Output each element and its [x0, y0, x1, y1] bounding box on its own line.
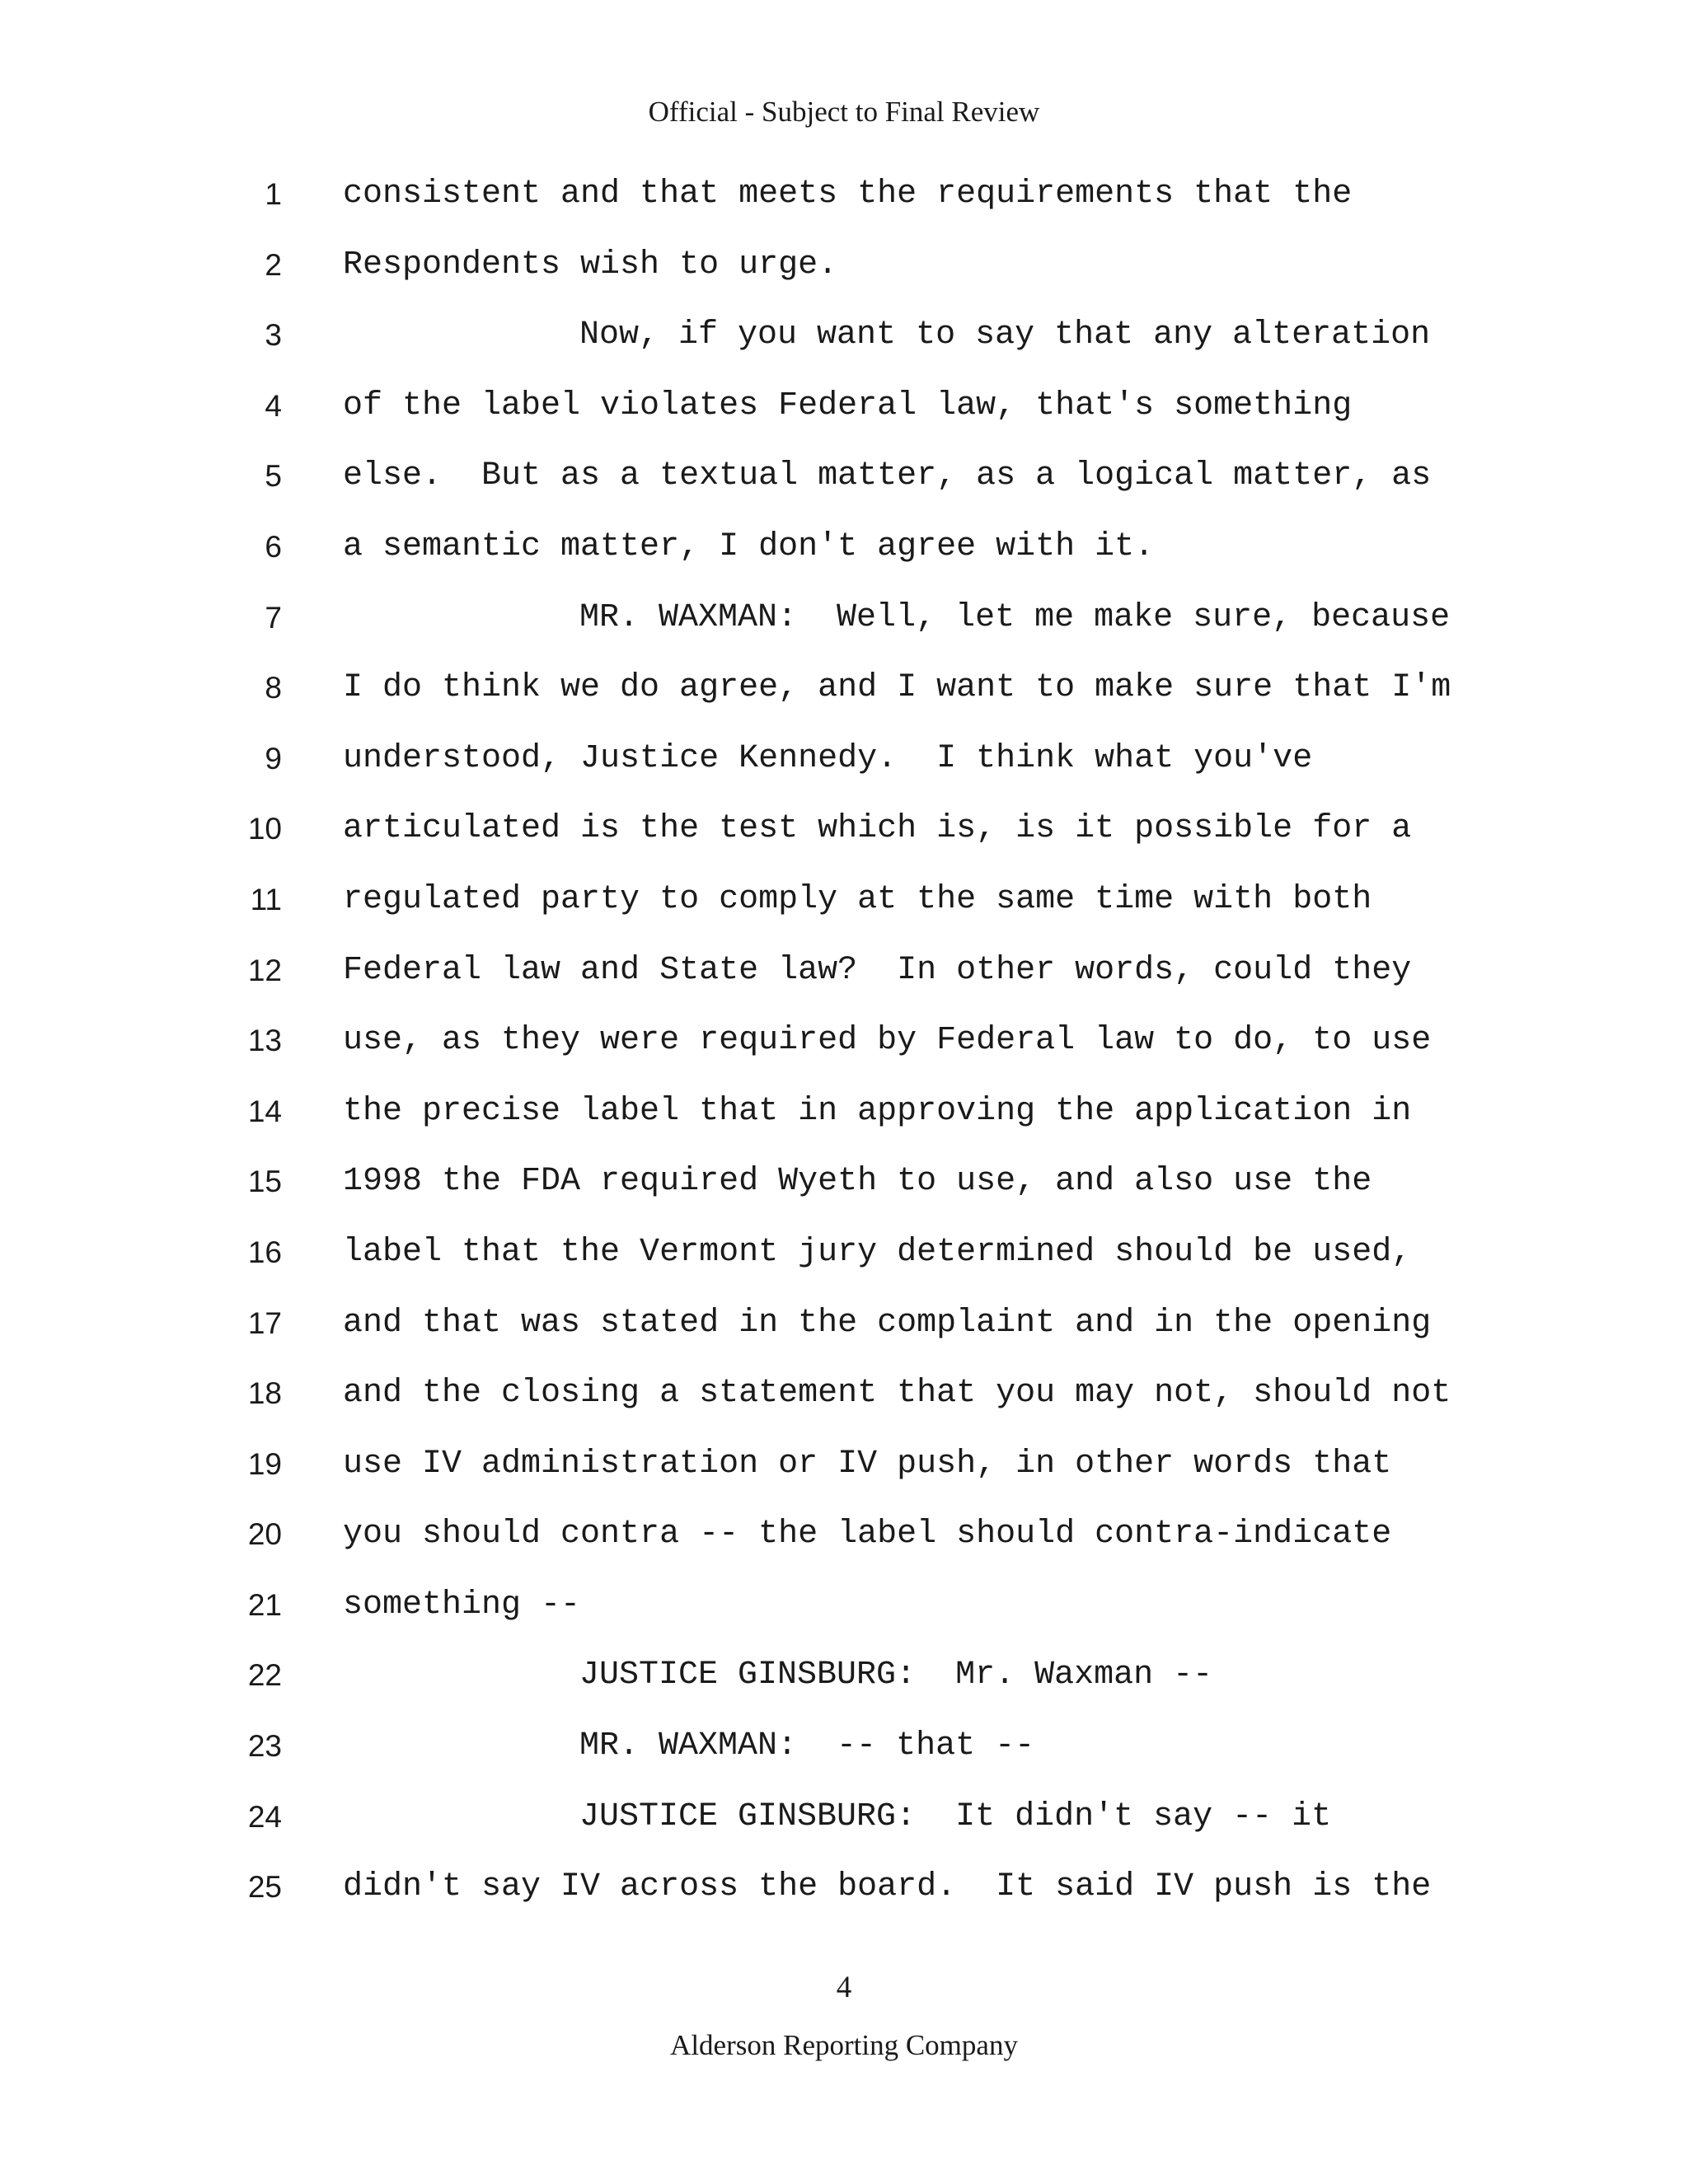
transcript-line [0, 879, 1688, 950]
line-number: 7 [265, 600, 282, 635]
transcript-line [0, 1161, 1688, 1232]
line-text: JUSTICE GINSBURG: It didn't say -- it [579, 1797, 1332, 1835]
line-number: 19 [247, 1446, 282, 1481]
transcript-line [0, 386, 1688, 457]
transcript-line [0, 315, 1688, 386]
transcript-body [0, 174, 1688, 1938]
line-text: JUSTICE GINSBURG: Mr. Waxman -- [579, 1657, 1213, 1694]
line-text: of the label violates Federal law, that's something [343, 387, 1353, 424]
line-number: 24 [247, 1799, 282, 1834]
line-number: 15 [247, 1165, 282, 1199]
line-text: didn't say IV across the board. It said IV push is the [343, 1868, 1432, 1906]
line-number: 20 [247, 1517, 282, 1552]
transcript-line [0, 1373, 1688, 1444]
transcript-line [0, 950, 1688, 1021]
line-number: 8 [265, 671, 282, 705]
line-text: you should contra -- the label should contra-indicate [343, 1516, 1392, 1554]
page-footer: Alderson Reporting Company [670, 2029, 1018, 2061]
line-number: 25 [247, 1870, 282, 1905]
transcript-line [0, 738, 1688, 809]
line-number: 17 [247, 1305, 282, 1340]
transcript-line [0, 456, 1688, 527]
transcript-line [0, 1797, 1688, 1868]
line-number: 13 [247, 1024, 282, 1058]
line-number: 21 [247, 1587, 282, 1622]
transcript-line [0, 174, 1688, 245]
transcript-line [0, 1585, 1688, 1656]
line-text: the precise label that in approving the application in [343, 1092, 1412, 1130]
line-text: 1998 the FDA required Wyeth to use, and also use the [343, 1163, 1372, 1201]
line-text: else. But as a textual matter, as a logical matter, as [343, 457, 1432, 495]
line-number: 14 [247, 1094, 282, 1128]
line-number: 23 [247, 1729, 282, 1764]
line-number: 3 [265, 318, 282, 353]
line-text: understood, Justice Kennedy. I think what you've [343, 739, 1313, 777]
transcript-line [0, 527, 1688, 598]
line-text: use IV administration or IV push, in other words that [343, 1445, 1392, 1483]
page-number: 4 [836, 1971, 852, 2004]
transcript-line [0, 1655, 1688, 1726]
line-number: 5 [265, 459, 282, 494]
transcript-line [0, 245, 1688, 316]
line-number: 16 [247, 1235, 282, 1269]
line-number: 9 [265, 741, 282, 776]
transcript-line [0, 1303, 1688, 1374]
line-number: 1 [265, 177, 282, 211]
line-text: regulated party to comply at the same time with both [343, 880, 1372, 918]
line-text: Now, if you want to say that any alteration [579, 316, 1431, 354]
line-text: use, as they were required by Federal law to do, to use [343, 1022, 1432, 1060]
line-text: MR. WAXMAN: Well, let me make sure, because [579, 598, 1451, 636]
line-text: Federal law and State law? In other words, could they [343, 951, 1412, 989]
page-header: Official - Subject to Final Review [648, 96, 1040, 128]
line-text: and that was stated in the complaint and in the opening [343, 1304, 1432, 1342]
transcript-line [0, 1514, 1688, 1585]
line-text: a semantic matter, I don't agree with it. [343, 527, 1155, 565]
transcript-line [0, 1726, 1688, 1797]
line-number: 2 [265, 247, 282, 282]
line-number: 10 [247, 812, 282, 846]
line-number: 18 [247, 1376, 282, 1411]
line-text: articulated is the test which is, is it possible for a [343, 810, 1412, 848]
transcript-line [0, 1867, 1688, 1938]
transcript-line [0, 1091, 1688, 1162]
line-text: I do think we do agree, and I want to make sure that I'm [343, 669, 1451, 707]
line-number: 4 [265, 388, 282, 423]
line-text: MR. WAXMAN: -- that -- [579, 1727, 1035, 1765]
transcript-line [0, 1444, 1688, 1515]
transcript-line [0, 1020, 1688, 1091]
line-number: 12 [247, 953, 282, 987]
line-text: something -- [343, 1586, 581, 1624]
line-number: 11 [250, 882, 282, 916]
line-number: 22 [247, 1658, 282, 1693]
transcript-line [0, 668, 1688, 738]
line-number: 6 [265, 529, 282, 564]
line-text: and the closing a statement that you may not, should not [343, 1375, 1451, 1413]
line-text: label that the Vermont jury determined should be used, [343, 1233, 1412, 1271]
line-text: Respondents wish to urge. [343, 246, 838, 284]
transcript-line [0, 598, 1688, 668]
transcript-line [0, 808, 1688, 879]
transcript-line [0, 1232, 1688, 1303]
line-text: consistent and that meets the requirements that the [343, 176, 1353, 213]
